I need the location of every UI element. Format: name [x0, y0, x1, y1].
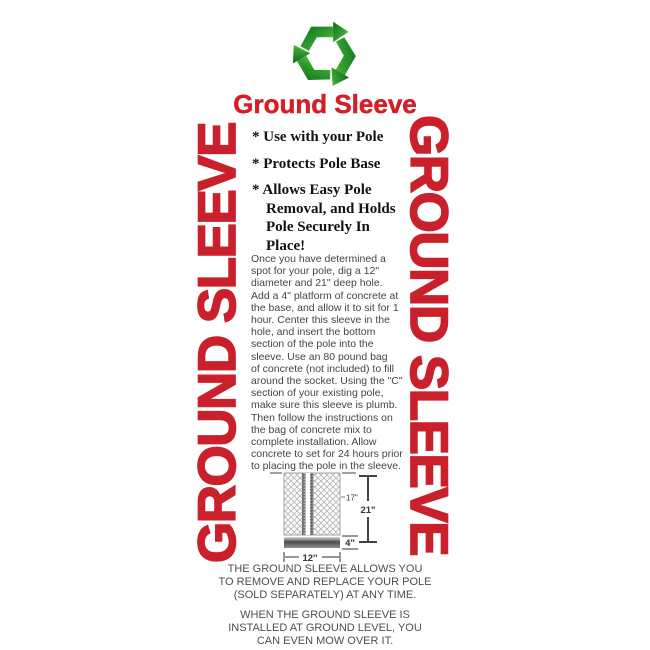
footer-line: THE GROUND SLEEVE ALLOWS YOU	[227, 563, 423, 575]
sleeve-interior	[306, 473, 311, 535]
sleeve-cross-section-diagram	[258, 466, 398, 568]
footer-note-2	[160, 609, 490, 649]
instruction-line: concrete to set for 24 hours prior	[251, 448, 403, 461]
feature-item: * Protects Pole Base	[252, 155, 381, 172]
sleeve-wall-left	[302, 473, 306, 535]
footer-note-1	[160, 563, 490, 603]
total-depth-label: 21"	[360, 505, 376, 516]
feature-item: * Allows Easy Pole Removal, and Holds Pole Securely In Place!	[252, 182, 396, 254]
footer-line: INSTALLED AT GROUND LEVEL, YOU	[228, 621, 422, 634]
left-vertical-banner: GROUND SLEEVE	[188, 123, 247, 563]
instruction-line: section of the pole into the	[251, 338, 374, 351]
instruction-line: sleeve. Use an 80 pound bag	[251, 350, 388, 363]
concrete-platform	[284, 537, 340, 548]
instruction-line: hole, and insert the bottom	[251, 326, 376, 339]
instruction-line: diameter and 21" deep hole.	[251, 277, 383, 290]
feature-item: * Use with your Pole	[252, 129, 384, 145]
platform-height-label: 4"	[345, 538, 355, 549]
feature-list	[252, 128, 412, 263]
footer-line: TO REMOVE AND REPLACE YOUR POLE	[218, 576, 432, 589]
page-title: Ground Sleeve	[233, 89, 417, 119]
instruction-line: of concrete (not included) to fill	[251, 362, 394, 375]
footer-line: WHEN THE GROUND SLEEVE IS	[240, 608, 410, 621]
instruction-line: make sure this sleeve is plumb.	[251, 399, 398, 412]
instruction-line: spot for your pole, dig a 12"	[251, 265, 380, 278]
inner-depth-label: 17"	[346, 493, 358, 503]
instruction-line: the base, and allow it to sit for 1	[251, 301, 399, 314]
recycling-symbol-icon	[280, 12, 370, 90]
instruction-line: complete installation. Allow	[251, 436, 377, 449]
instruction-line: to placing the pole in the sleeve.	[251, 460, 402, 473]
instruction-line: Add a 4" platform of concrete at	[251, 289, 399, 302]
footer-line: CAN EVEN MOW OVER IT.	[256, 635, 394, 648]
hole-width-label: 12''	[302, 553, 318, 564]
footer-notes	[160, 563, 490, 650]
instruction-line: the bag of concrete mix to	[251, 423, 372, 436]
instruction-line: Then follow the instructions on	[251, 411, 393, 424]
right-vertical-banner: GROUND SLEEVE	[399, 115, 458, 555]
instruction-line: hour. Center this sleeve in the	[251, 314, 390, 327]
instruction-line: section of your existing pole,	[251, 387, 384, 400]
installation-instructions	[251, 253, 415, 473]
footer-line: (SOLD SEPARATELY) AT ANY TIME.	[233, 589, 417, 602]
instruction-line: around the socket. Using the "C"	[251, 375, 403, 388]
instruction-line: Once you have determined a	[251, 253, 386, 265]
sleeve-wall-right	[310, 473, 314, 535]
